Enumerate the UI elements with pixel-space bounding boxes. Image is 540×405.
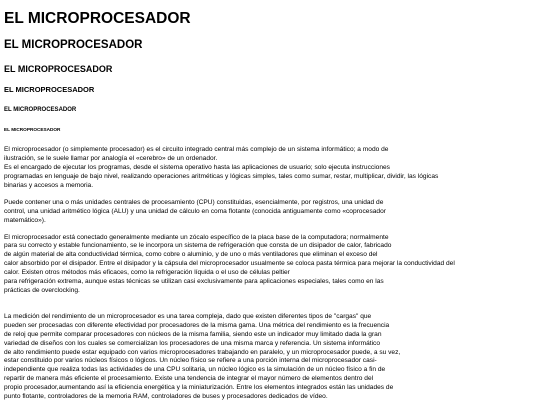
heading-level-3: EL MICROPROCESADOR bbox=[4, 64, 113, 75]
paragraph-line: Es el encargado de ejecutar los programas, desde el sistema operativo hasta las aplicaciones de usuario; solo ejecuta instrucciones bbox=[4, 164, 390, 172]
paragraph-line: de alto rendimiento puede estar equipado con varios microprocesadores trabajando en paralelo, y un microprocesador puede, a su vez, bbox=[4, 348, 401, 356]
paragraph-line: de algún material de alta conductividad térmica, como cobre o aluminio, y de uno o más ventiladores que eliminan el exceso del bbox=[4, 251, 378, 259]
paragraph-line: punto flotante, controladores de la memoria RAM, controladores de buses y procesadores dedicados de vídeo. bbox=[4, 393, 328, 401]
paragraph-line: para su correcto y estable funcionamiento, se le incorpora un sistema de refrigeración que consta de un disipador de calor, fabricado bbox=[4, 242, 392, 250]
paragraph-line: calor absorbido por el disipador. Entre el disipador y la cápsula del microprocesador usualmente se coloca pasta térmica para mejorar la conductividad del bbox=[4, 260, 455, 268]
paragraph-line: para refrigeración extrema, aunque estas técnicas se utilizan casi exclusivamente para aplicaciones especiales, tales como en las bbox=[4, 278, 384, 286]
paragraph-line: propio procesador,aumentando así la eficiencia energética y la miniaturización. Entre los elementos integrados están las unidades de bbox=[4, 384, 394, 392]
paragraph-line: estar constituido por varios núcleos físicos o lógicos. Un núcleo físico se refiere a una porción interna del microprocesador casi- bbox=[4, 357, 377, 365]
paragraph-line: La medición del rendimiento de un microprocesador es una tarea compleja, dado que existen diferentes tipos de "cargas" que bbox=[4, 312, 372, 320]
paragraph-line: de reloj que permite comparar procesadores con núcleos de la misma familia, siendo este un indicador muy limitado dada la gran bbox=[4, 330, 382, 338]
paragraph-line: ilustración, se le suele llamar por analogía el «cerebro» de un ordenador. bbox=[4, 155, 218, 163]
paragraph-line: variedad de diseños con los cuales se comercializan los procesadores de una misma marca y referencia. Un sistema informático bbox=[4, 339, 381, 347]
paragraph-components bbox=[4, 199, 536, 226]
paragraph-line: prácticas de overclocking. bbox=[4, 286, 80, 294]
paragraph-line: matemático»). bbox=[4, 216, 46, 224]
heading-level-6: EL MICROPROCESADOR bbox=[4, 126, 61, 132]
heading-level-2: EL MICROPROCESADOR bbox=[4, 38, 143, 51]
paragraph-line: repartir de manera más eficiente el procesamiento. Existe una tendencia de integrar el mayor número de elementos dentro del bbox=[4, 375, 374, 383]
heading-level-5: EL MICROPROCESADOR bbox=[4, 107, 77, 113]
paragraph-line: independiente que realiza todas las actividades de una CPU solitaria, un núcleo lógico es la simulación de un núcleo físico a fin de bbox=[4, 366, 386, 374]
paragraph-line: calor. Existen otros métodos más eficaces, como la refrigeración líquida o el uso de células peltier bbox=[4, 269, 290, 277]
paragraph-definition bbox=[4, 146, 536, 191]
paragraph-performance bbox=[4, 313, 536, 402]
paragraph-cooling bbox=[4, 234, 536, 296]
paragraph-line: pueden ser procesadas con diferente efectividad por procesadores de la misma gama. Una métrica del rendimiento es la frecuencia bbox=[4, 321, 390, 329]
paragraph-line: control, una unidad aritmético lógica (ALU) y una unidad de cálculo en coma flotante (conocida antiguamente como «coprocesador bbox=[4, 207, 386, 215]
paragraph-line: Puede contener una o más unidades centrales de procesamiento (CPU) constituidas, esencialmente, por registros, una unidad de bbox=[4, 198, 384, 206]
paragraph-line: El microprocesador (o simplemente procesador) es el circuito integrado central más complejo de un sistema informático; a modo de bbox=[4, 146, 389, 154]
heading-level-4: EL MICROPROCESADOR bbox=[4, 85, 95, 95]
paragraph-line: El microprocesador está conectado generalmente mediante un zócalo específico de la placa base de la computadora; normalmente bbox=[4, 233, 389, 241]
heading-level-1: EL MICROPROCESADOR bbox=[4, 10, 191, 27]
paragraph-line: programadas en lenguaje de bajo nivel, realizando operaciones aritméticas y lógicas simples, tales como sumar, restar, multiplicar, dividir, las lógicas bbox=[4, 173, 439, 181]
paragraph-line: binarias y accesos a memoria. bbox=[4, 181, 94, 189]
